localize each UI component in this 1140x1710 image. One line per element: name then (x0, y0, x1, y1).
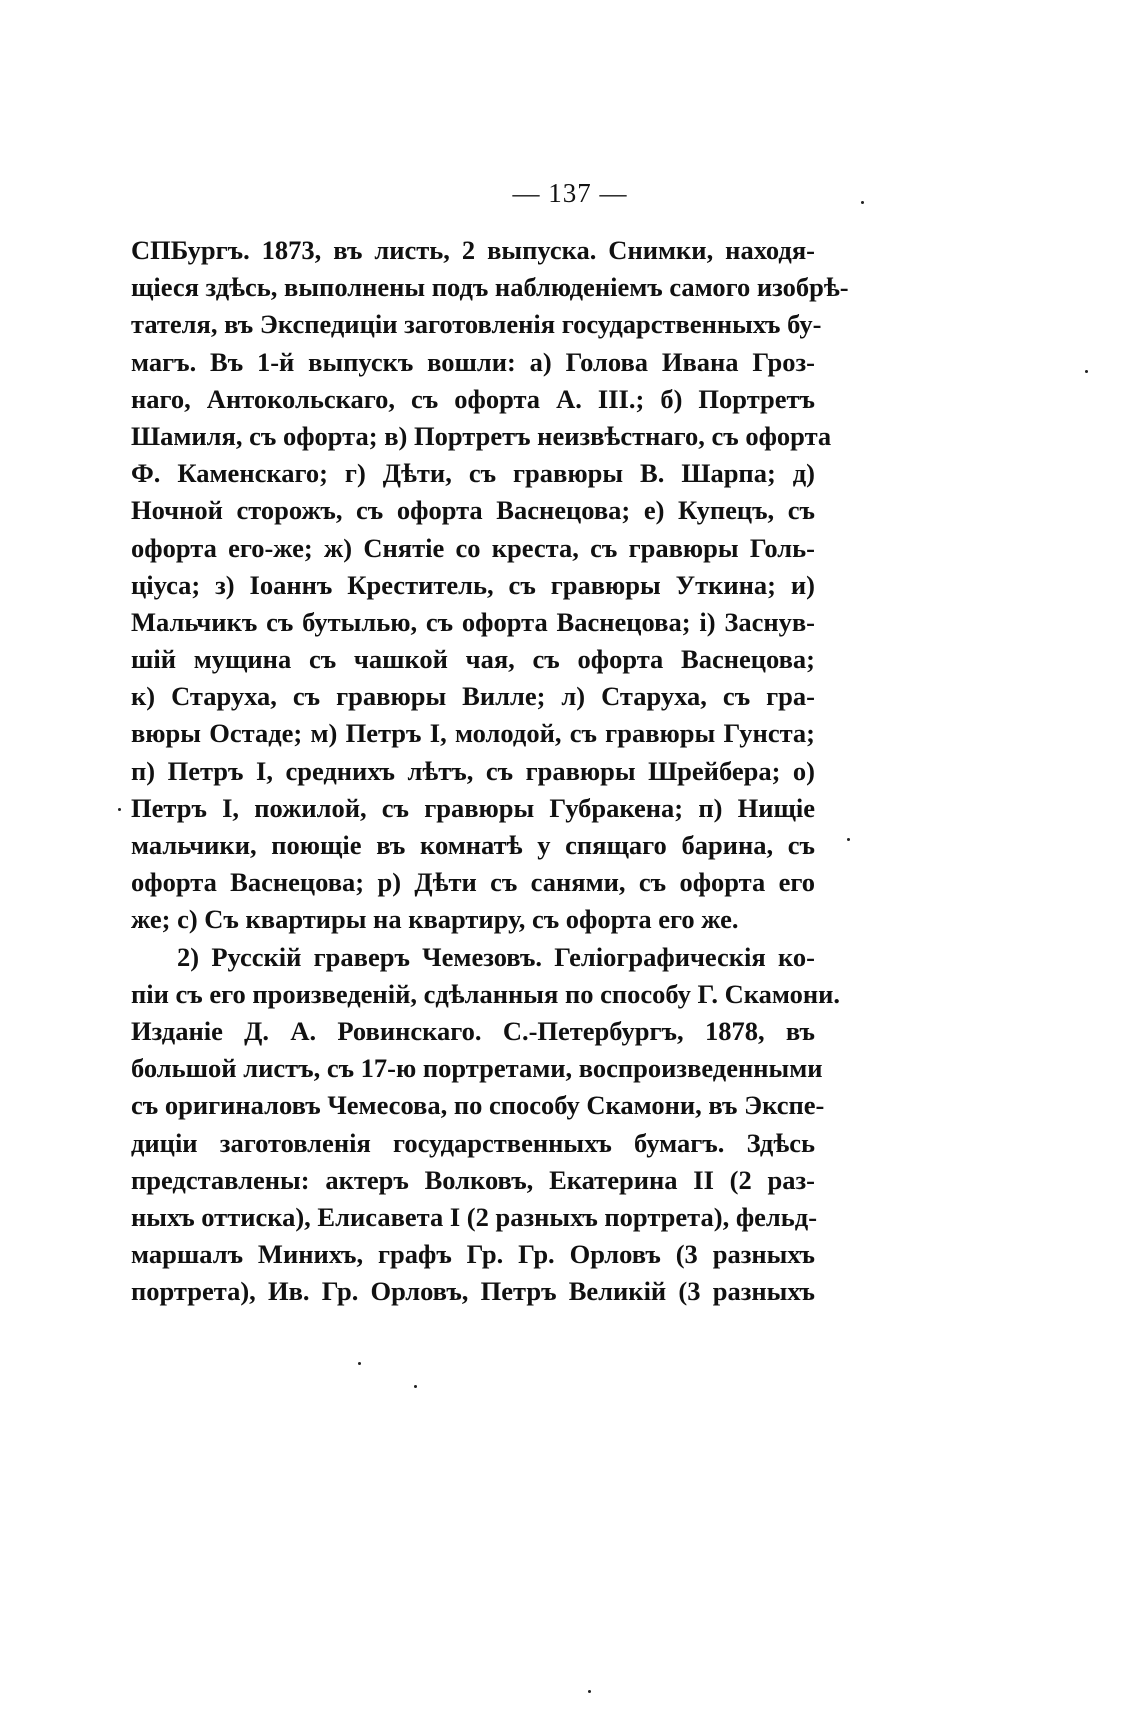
scan-speck (861, 201, 864, 204)
scan-speck (118, 808, 121, 811)
text-line: СПБургъ. 1873, въ листь, 2 выпуска. Снимки, находя- (131, 235, 815, 265)
text-line: же; с) Съ квартиры на квартиру, съ офорта его же. (131, 904, 739, 935)
text-line: піи съ его произведеній, сдѣланныя по способу Г. Скамони. (131, 978, 841, 1009)
text-line: представлены: актеръ Волковъ, Екатерина II (2 раз- (131, 1164, 815, 1195)
text-line: п) Петръ I, среднихъ лѣтъ, съ гравюры Шрейбера; о) (131, 755, 815, 786)
text-line: Мальчикъ съ бутылью, съ офорта Васнецова; і) Заснув- (131, 606, 815, 637)
scan-speck (847, 838, 850, 841)
text-line: съ оригиналовъ Чемесова, по способу Скамони, въ Экспе- (131, 1090, 825, 1121)
paragraph-2 (131, 939, 841, 1311)
text-line: 2) Русскій граверъ Чемезовъ. Геліографическія ко- (177, 941, 815, 972)
text-line: офорта его-же; ж) Снятіе со креста, съ гравюры Голь- (131, 532, 815, 563)
scan-speck (414, 1385, 417, 1388)
text-line: Шамиля, съ офорта; в) Портретъ неизвѣстнаго, съ офорта (131, 420, 832, 451)
paragraph-1 (131, 232, 849, 939)
text-line: ціуса; з) Іоаннъ Креститель, съ гравюры Уткина; и) (131, 569, 815, 600)
page-number: — 137 — (512, 178, 628, 208)
text-line: портрета), Ив. Гр. Орловъ, Петръ Великій (3 разныхъ (131, 1276, 815, 1307)
text-line: мальчики, поющіе въ комнатѣ у спящаго барина, съ (131, 830, 815, 860)
scan-speck (1085, 370, 1088, 373)
scan-speck (358, 1362, 361, 1365)
text-line: щіеся здѣсь, выполнены подъ наблюденіемъ самого изобрѣ- (131, 272, 849, 303)
text-line: к) Старуха, съ гравюры Вилле; л) Старуха, съ гра- (131, 681, 815, 712)
text-line: шій мущина съ чашкой чая, съ офорта Васнецова; (131, 644, 815, 675)
text-line: вюры Остаде; м) Петръ I, молодой, съ гравюры Гунста; (131, 718, 815, 749)
text-line: ныхъ оттиска), Елисавета I (2 разныхъ портрета), фельд- (131, 1201, 818, 1232)
text-line: маршалъ Минихъ, графъ Гр. Гр. Орловъ (3 разныхъ (131, 1239, 815, 1270)
text-line: наго, Антокольскаго, съ офорта А. III.; б) Портретъ (131, 383, 815, 414)
text-line: Ф. Каменскаго; г) Дѣти, съ гравюры В. Шарпа; д) (131, 458, 815, 489)
text-line: офорта Васнецова; р) Дѣти съ санями, съ офорта его (131, 867, 815, 898)
text-line: магъ. Въ 1-й выпускъ вошли: а) Голова Ивана Гроз- (131, 346, 815, 377)
text-line: Ночной сторожъ, съ офорта Васнецова; е) Купецъ, съ (131, 495, 815, 526)
text-line: большой листъ, съ 17-ю портретами, воспроизведенными (131, 1053, 823, 1084)
text-line: Петръ I, пожилой, съ гравюры Губракена; п) Нищіе (131, 792, 815, 823)
text-line: Изданіе Д. А. Ровинскаго. С.-Петербургъ, 1878, въ (131, 1015, 815, 1046)
scan-speck (588, 1690, 591, 1693)
body-text (131, 232, 849, 1310)
text-line: диціи заготовленія государственныхъ бумагъ. Здѣсь (131, 1127, 815, 1158)
text-line: тателя, въ Экспедиціи заготовленія государственныхъ бу- (131, 309, 822, 340)
